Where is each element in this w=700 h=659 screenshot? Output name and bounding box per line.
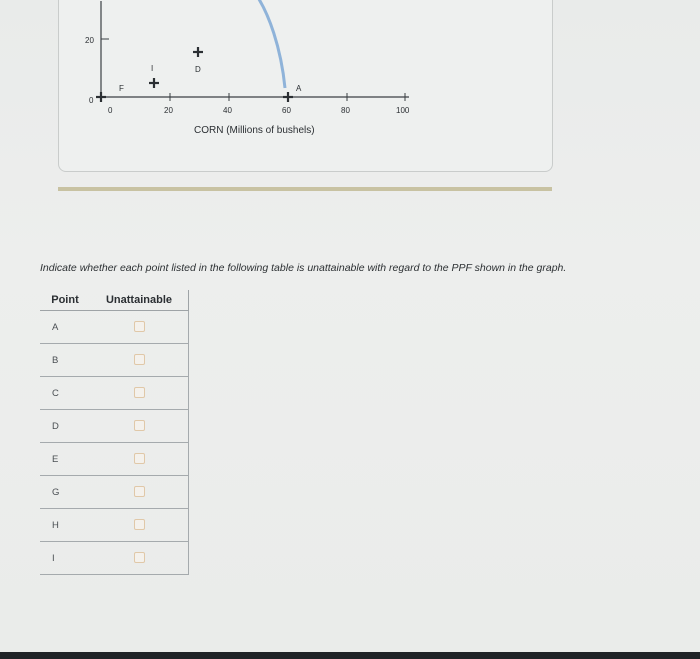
y-tick-label-0: 0: [89, 96, 94, 105]
table-row: [40, 311, 189, 344]
point-label: A: [40, 311, 90, 344]
unattainable-checkbox-b[interactable]: [134, 354, 145, 365]
point-d-marker: [193, 47, 203, 57]
point-f-label: F: [119, 84, 124, 93]
point-label: C: [40, 377, 90, 410]
table-row: [40, 509, 189, 542]
question-prompt: Indicate whether each point listed in the following table is unattainable with regard to the PPF shown in the graph.: [40, 262, 567, 274]
x-axis-label: CORN (Millions of bushels): [194, 125, 315, 136]
unattainable-checkbox-g[interactable]: [134, 486, 145, 497]
ppf-graph-card: [58, 0, 553, 172]
unattainable-checkbox-d[interactable]: [134, 420, 145, 431]
point-i-label: I: [151, 64, 154, 73]
header-point: Point: [40, 290, 90, 311]
point-i-marker: [149, 78, 159, 88]
x-tick-label-100: 100: [396, 106, 410, 115]
point-label: I: [40, 542, 90, 575]
point-label: B: [40, 344, 90, 377]
point-a-label: A: [296, 84, 302, 93]
x-tick-label-20: 20: [164, 106, 173, 115]
unattainable-checkbox-h[interactable]: [134, 519, 145, 530]
table-row: [40, 443, 189, 476]
unattainable-checkbox-c[interactable]: [134, 387, 145, 398]
point-label: G: [40, 476, 90, 509]
ppf-curve: [255, 0, 285, 88]
x-tick-label-80: 80: [341, 106, 350, 115]
point-d-label: D: [195, 65, 201, 74]
point-label: E: [40, 443, 90, 476]
table-row: [40, 377, 189, 410]
ppf-graph: [59, 0, 552, 171]
unattainable-checkbox-i[interactable]: [134, 552, 145, 563]
unattainable-checkbox-a[interactable]: [134, 321, 145, 332]
point-a-marker: [283, 92, 293, 102]
table-row: [40, 476, 189, 509]
table-row: [40, 410, 189, 443]
header-unattainable: Unattainable: [90, 290, 189, 311]
section-divider: [58, 187, 552, 191]
x-tick-label-60: 60: [282, 106, 291, 115]
x-tick-label-40: 40: [223, 106, 232, 115]
points-table: [40, 290, 189, 575]
point-f-marker: [96, 92, 106, 102]
table-header-row: [40, 290, 189, 311]
point-label: D: [40, 410, 90, 443]
point-label: H: [40, 509, 90, 542]
table-row: [40, 542, 189, 575]
x-tick-label-0: 0: [108, 106, 113, 115]
bottom-bar: [0, 652, 700, 659]
unattainable-checkbox-e[interactable]: [134, 453, 145, 464]
y-tick-label-20: 20: [85, 36, 94, 45]
table-row: [40, 344, 189, 377]
